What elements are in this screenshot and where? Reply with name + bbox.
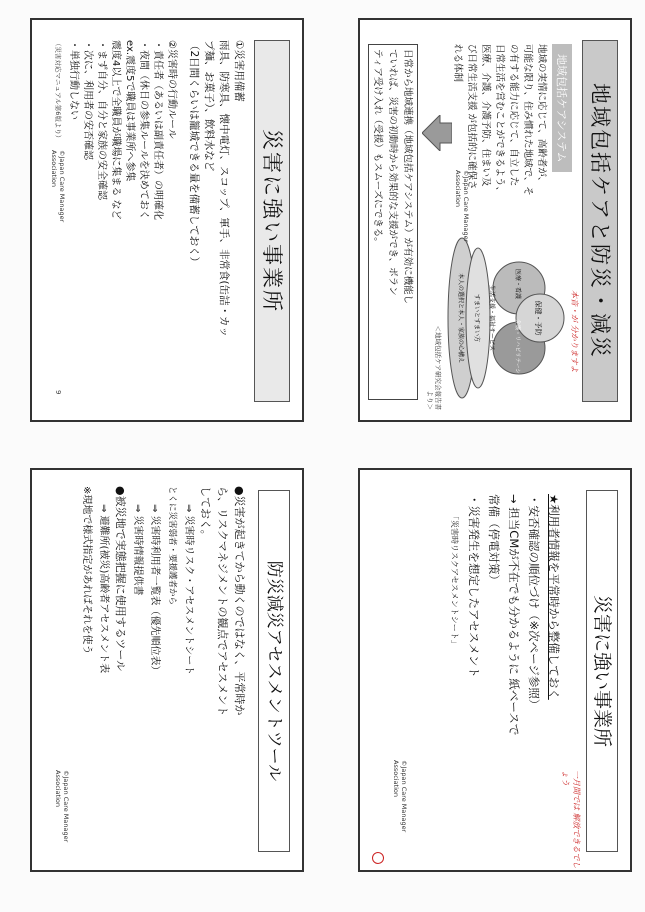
slide-title: 災害に強い事業所 (254, 40, 290, 402)
diagram-label: すまいとすまい方 (473, 293, 480, 343)
slide-community-care (358, 18, 632, 422)
action-rules-section: ②災害時の行動ルール ・責任者（あるいは副責任者）の明確化 ・夜間（休日の参集ルールを決めておく ex.震度5で職員は事業所へ参集 震度4以上で全職員が職場に集まる など ・まず自分、自分と家族の安全確認 ・次に、利用者の安否確認 ・単独行動しない (68, 40, 177, 220)
slide-title: 防災減災アセスメントツール (258, 490, 290, 852)
tools-list: ●災害が起きてから動くのではなく、平常時か ら、リスクマネジメントの観点でアセスメント しておく。 ⇒ 災害時リスク・アセスメントシート とくに災害弱者・要援護者から ⇒ 災害時利用者一覧表（優先順位表） ⇒ 災害時情報提供書 ●被災地で実態把握に使用するツール ⇒ 避難所(被災)高齢者アセスメント表 ※現地で様式指定があればそれを使う (81, 486, 246, 717)
diagram-label: 介護・リハビリテーション (514, 319, 520, 385)
association-logo: ©Japan Care Manager Association (54, 770, 70, 843)
slide-content (360, 470, 630, 870)
handwritten-note: 本音・が 分かりますよ (570, 290, 579, 373)
association-logo: ©Japan Care Manager Association (392, 760, 408, 833)
care-system-diagram (444, 228, 574, 408)
slide-content (32, 20, 302, 420)
slide-assessment-tools (30, 468, 304, 872)
conclusion-box: 日常から地域連携（地域包括ケアシステム）が有効に機能し ていれば、災害の初動時から効果的な支援ができ、ボラン ティア受け入れ（受援）もスムーズにできる。 (368, 44, 418, 400)
arrow-down-icon (422, 115, 452, 151)
slide-title: 地域包括ケアと防災・減災 (582, 40, 618, 402)
slide-disaster-resilient-office-2 (358, 468, 632, 872)
system-description: 地域の実情に応じて、高齢者が、 可能な限り、住み慣れた地域で、そ の有する能力に応じて、自立した 日常生活を営むことができるよう、 医療、介護、介護予防、住まい及 び日常生活支援 が包括的に確保さ れる体制 (452, 44, 547, 197)
office-measures: ★利用者情報を平常時から整備しておく ・安否確認の順位づけ（※次ページ参照） → 担当CMが不在でも分かるように 紙ベースで 常備（停電対策） ・災害発生を想定したアセスメント 「災害時リスクアセスメントシート」 (450, 494, 561, 736)
diagram-label: 本人の選択と本人・家族の心構え (457, 272, 464, 364)
slide-title: 災害に強い事業所 (586, 490, 618, 852)
association-logo: ©Japan Care Manager Association (50, 150, 66, 223)
page-number: 9 (54, 390, 62, 395)
slide-disaster-resilient-office-1 (30, 18, 304, 422)
association-logo: ©Japan Care Manager Association (454, 170, 470, 243)
system-label: 地域包括ケアシステム (552, 44, 572, 172)
handwritten-note: 一月間では 解放できるでしょう (561, 770, 581, 869)
stockpile-section: ①災害用備蓄 雨具、防寒具、懐中電灯、スコップ、軍手、非常食(缶詰・カッ プ麺、お菓子）、飲料水など （2日間くらいは籠城できる量を備蓄しておく） (188, 40, 245, 337)
slide-content (32, 470, 302, 870)
slide-content (360, 20, 630, 420)
footnote: （災害対応マニュアル第6版より） (54, 40, 62, 142)
diagram-label: 保健・予防 (534, 300, 542, 336)
diagram-label: 生活支援・福祉サービス (488, 284, 495, 352)
diagram-label: 医療・看護 (514, 268, 521, 300)
diagram-caption: ＜地域包括ケア研究会報告書より＞ (426, 325, 442, 410)
